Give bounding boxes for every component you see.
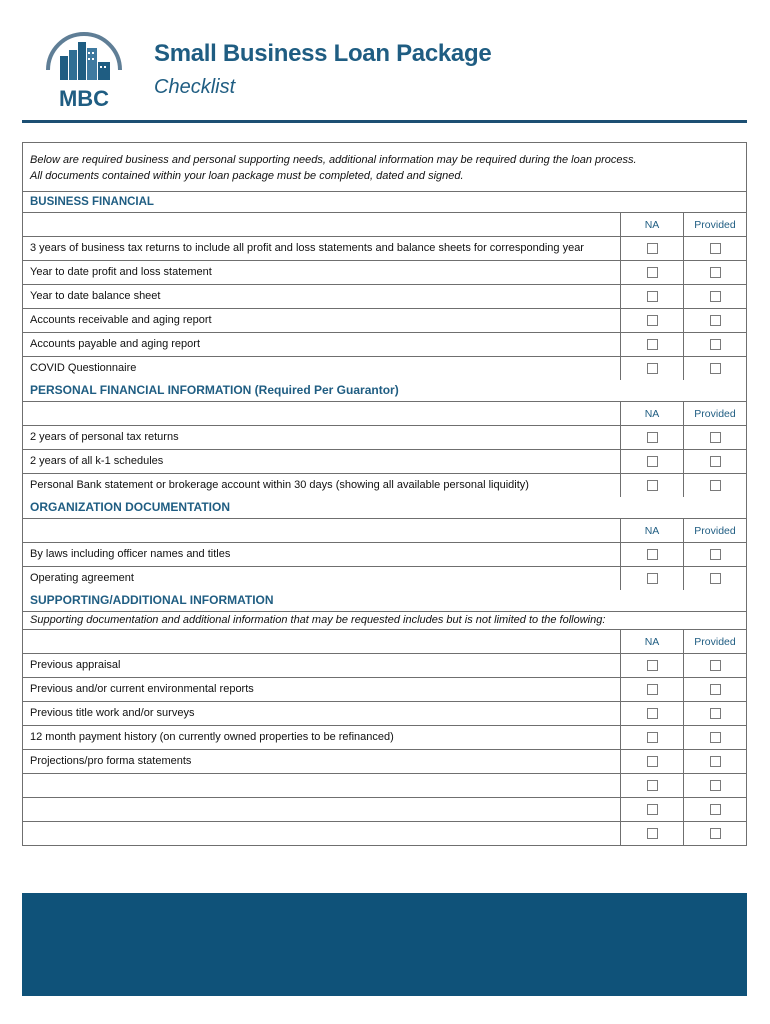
checklist-row — [23, 285, 746, 309]
na-cell — [620, 567, 683, 590]
provided-cell — [683, 426, 746, 449]
checklist-item-label: Year to date balance sheet — [30, 290, 161, 302]
checklist-row — [23, 333, 746, 357]
provided-cell — [683, 333, 746, 356]
intro-line-2: All documents contained within your loan package must be completed, dated and signed. — [30, 170, 464, 182]
checklist-item-label: Personal Bank statement or brokerage account within 30 days (showing all available personal liquidity) — [30, 479, 529, 491]
provided-cell — [683, 822, 746, 845]
checklist-item-label — [23, 798, 620, 821]
checklist-item-label: 12 month payment history (on currently owned properties to be refinanced) — [30, 731, 394, 743]
na-checkbox[interactable] — [647, 780, 658, 791]
provided-checkbox[interactable] — [710, 828, 721, 839]
checklist-row — [23, 798, 746, 822]
na-cell — [620, 450, 683, 473]
provided-cell — [683, 726, 746, 749]
checklist-row — [23, 678, 746, 702]
section-title-supporting: SUPPORTING/ADDITIONAL INFORMATION — [23, 590, 746, 612]
na-checkbox[interactable] — [647, 291, 658, 302]
na-cell — [620, 474, 683, 497]
na-cell — [620, 798, 683, 821]
checklist-item-label: Accounts payable and aging report — [30, 338, 201, 350]
section-note-supporting: Supporting documentation and additional information that may be requested includes but is not limited to the following: — [23, 612, 746, 630]
provided-checkbox[interactable] — [710, 732, 721, 743]
column-header-row — [23, 213, 746, 237]
provided-checkbox[interactable] — [710, 660, 721, 671]
na-checkbox[interactable] — [647, 549, 658, 560]
checklist-item-label — [23, 774, 620, 797]
provided-cell — [683, 702, 746, 725]
provided-checkbox[interactable] — [710, 339, 721, 350]
checklist-row — [23, 750, 746, 774]
provided-checkbox[interactable] — [710, 243, 721, 254]
provided-checkbox[interactable] — [710, 315, 721, 326]
na-cell — [620, 774, 683, 797]
checklist-item-label: COVID Questionnaire — [30, 362, 137, 374]
column-header-blank — [23, 519, 620, 542]
na-cell — [620, 333, 683, 356]
checklist-item-label: By laws including officer names and titles — [30, 548, 231, 560]
column-header-provided: Provided — [683, 213, 746, 236]
na-checkbox[interactable] — [647, 828, 658, 839]
logo-text: MBC — [58, 86, 110, 110]
na-checkbox[interactable] — [647, 804, 658, 815]
na-cell — [620, 357, 683, 380]
checklist-item-label: Operating agreement — [30, 572, 134, 584]
provided-cell — [683, 543, 746, 566]
provided-cell — [683, 678, 746, 701]
checklist-row — [23, 261, 746, 285]
checklist-row — [23, 357, 746, 380]
column-header-na: NA — [620, 630, 683, 653]
na-checkbox[interactable] — [647, 756, 658, 767]
checklist-item-label: Accounts receivable and aging report — [30, 314, 212, 326]
checklist-row — [23, 426, 746, 450]
na-checkbox[interactable] — [647, 339, 658, 350]
checklist-row — [23, 450, 746, 474]
checklist-row — [23, 543, 746, 567]
provided-checkbox[interactable] — [710, 780, 721, 791]
section-title-organization: ORGANIZATION DOCUMENTATION — [23, 497, 746, 519]
provided-cell — [683, 474, 746, 497]
provided-checkbox[interactable] — [710, 267, 721, 278]
checklist-form — [22, 142, 747, 846]
na-checkbox[interactable] — [647, 732, 658, 743]
na-cell — [620, 261, 683, 284]
na-checkbox[interactable] — [647, 480, 658, 491]
column-header-na: NA — [620, 519, 683, 542]
checklist-item-label: Year to date profit and loss statement — [30, 266, 212, 278]
checklist-item-label: Projections/pro forma statements — [30, 755, 192, 767]
provided-cell — [683, 309, 746, 332]
checklist-item-label — [23, 822, 620, 845]
provided-checkbox[interactable] — [710, 432, 721, 443]
checklist-row — [23, 702, 746, 726]
checklist-item-label: 2 years of all k-1 schedules — [30, 455, 164, 467]
na-cell — [620, 426, 683, 449]
provided-checkbox[interactable] — [710, 573, 721, 584]
na-cell — [620, 309, 683, 332]
column-header-blank — [23, 630, 620, 653]
checklist-row — [23, 654, 746, 678]
na-cell — [620, 702, 683, 725]
checklist-item-label: 3 years of business tax returns to include all profit and loss statements and balance sheets for corresponding year — [30, 242, 584, 254]
na-checkbox[interactable] — [647, 456, 658, 467]
section-title-business: BUSINESS FINANCIAL — [23, 192, 746, 213]
na-checkbox[interactable] — [647, 708, 658, 719]
checklist-row — [23, 822, 746, 845]
checklist-row — [23, 567, 746, 590]
column-header-row — [23, 630, 746, 654]
na-checkbox[interactable] — [647, 267, 658, 278]
na-checkbox[interactable] — [647, 573, 658, 584]
column-header-provided: Provided — [683, 630, 746, 653]
checklist-item-label: Previous title work and/or surveys — [30, 707, 195, 719]
provided-checkbox[interactable] — [710, 291, 721, 302]
na-cell — [620, 654, 683, 677]
na-cell — [620, 543, 683, 566]
page-header — [22, 20, 747, 120]
provided-cell — [683, 750, 746, 773]
provided-checkbox[interactable] — [710, 549, 721, 560]
provided-checkbox[interactable] — [710, 708, 721, 719]
mbc-logo — [42, 26, 126, 110]
na-cell — [620, 678, 683, 701]
column-header-na: NA — [620, 402, 683, 425]
column-header-row — [23, 402, 746, 426]
intro-line-1: Below are required business and personal supporting needs, additional information may be required during the loan process. — [30, 154, 637, 166]
na-cell — [620, 750, 683, 773]
na-checkbox[interactable] — [647, 243, 658, 254]
section-business — [23, 213, 746, 380]
checklist-item-label: 2 years of personal tax returns — [30, 431, 179, 443]
provided-checkbox[interactable] — [710, 756, 721, 767]
na-cell — [620, 285, 683, 308]
page-title: Small Business Loan Package — [154, 40, 492, 67]
checklist-row — [23, 726, 746, 750]
section-personal — [23, 402, 746, 497]
provided-cell — [683, 654, 746, 677]
provided-checkbox[interactable] — [710, 480, 721, 491]
provided-cell — [683, 450, 746, 473]
provided-cell — [683, 237, 746, 260]
provided-checkbox[interactable] — [710, 804, 721, 815]
column-header-na: NA — [620, 213, 683, 236]
checklist-item-label: Previous appraisal — [30, 659, 121, 671]
provided-checkbox[interactable] — [710, 363, 721, 374]
column-header-provided: Provided — [683, 519, 746, 542]
column-header-provided: Provided — [683, 402, 746, 425]
section-title-personal: PERSONAL FINANCIAL INFORMATION (Required Per Guarantor) — [23, 380, 746, 402]
column-header-blank — [23, 213, 620, 236]
checklist-row — [23, 774, 746, 798]
provided-cell — [683, 357, 746, 380]
page-subtitle: Checklist — [154, 76, 236, 98]
checklist-row — [23, 237, 746, 261]
provided-cell — [683, 774, 746, 797]
column-header-row — [23, 519, 746, 543]
na-cell — [620, 237, 683, 260]
provided-checkbox[interactable] — [710, 456, 721, 467]
na-checkbox[interactable] — [647, 432, 658, 443]
header-divider — [22, 120, 747, 123]
na-checkbox[interactable] — [647, 363, 658, 374]
na-cell — [620, 822, 683, 845]
checklist-row — [23, 474, 746, 497]
footer-band — [22, 893, 747, 996]
provided-cell — [683, 798, 746, 821]
checklist-item-label: Previous and/or current environmental reports — [30, 683, 254, 695]
section-supporting — [23, 630, 746, 845]
column-header-blank — [23, 402, 620, 425]
provided-cell — [683, 567, 746, 590]
intro-text — [23, 143, 746, 192]
na-cell — [620, 726, 683, 749]
section-organization — [23, 519, 746, 590]
na-checkbox[interactable] — [647, 684, 658, 695]
provided-checkbox[interactable] — [710, 684, 721, 695]
na-checkbox[interactable] — [647, 315, 658, 326]
na-checkbox[interactable] — [647, 660, 658, 671]
provided-cell — [683, 261, 746, 284]
provided-cell — [683, 285, 746, 308]
checklist-row — [23, 309, 746, 333]
